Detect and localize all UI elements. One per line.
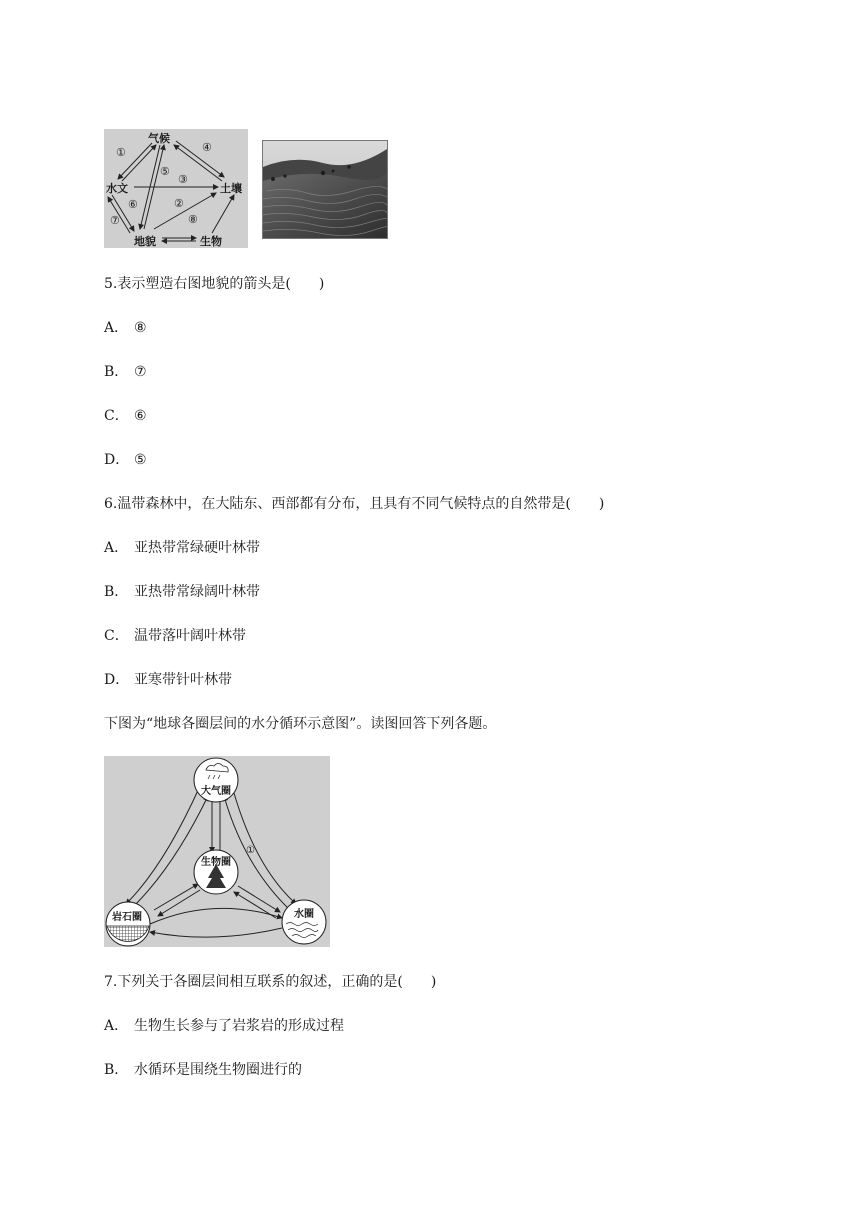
arrow-num-3: ③ xyxy=(178,173,188,186)
arrow-num-1: ① xyxy=(246,845,255,856)
q6-option-a[interactable] xyxy=(104,539,260,557)
option-text: 亚热带常绿阔叶林带 xyxy=(134,584,260,600)
label-biosphere: 生物圈 xyxy=(201,857,231,868)
q7-option-b[interactable] xyxy=(104,1061,302,1079)
question-6-stem: 6.温带森林中，在大陆东、西部都有分布，且具有不同气候特点的自然带是( ) xyxy=(104,496,605,512)
option-text: 温带落叶阔叶林带 xyxy=(134,628,246,644)
arrow-num-1: ① xyxy=(116,146,126,159)
label-biology: 生物 xyxy=(200,235,222,248)
option-text: ⑤ xyxy=(134,452,147,468)
option-letter: A． xyxy=(104,1018,129,1034)
question-5-stem: 5.表示塑造右图地貌的箭头是( ) xyxy=(104,276,325,292)
desert-dune-image xyxy=(263,141,387,238)
arrow-num-8: ⑧ xyxy=(188,213,198,226)
option-letter: A． xyxy=(104,540,129,556)
label-hydrosphere: 水圈 xyxy=(294,909,314,920)
option-letter: A． xyxy=(104,320,129,336)
option-letter: B． xyxy=(104,364,129,380)
figure-intro: 下图为“地球各圈层间的水分循环示意图”。读图回答下列各题。 xyxy=(104,716,497,732)
option-text: ⑦ xyxy=(134,364,147,380)
option-letter: B． xyxy=(104,584,129,600)
desert-dune-photo xyxy=(262,140,388,239)
label-atmosphere: 大气圈 xyxy=(201,786,231,797)
sphere-water-cycle-diagram xyxy=(104,756,330,947)
label-climate: 气候 xyxy=(148,132,170,145)
q5-option-d[interactable] xyxy=(104,451,147,469)
q6-option-b[interactable] xyxy=(104,583,260,601)
arrow-num-4: ④ xyxy=(202,141,212,154)
q5-option-c[interactable] xyxy=(104,407,147,425)
q5-option-b[interactable] xyxy=(104,363,147,381)
question-7-stem: 7.下列关于各圈层间相互联系的叙述，正确的是( ) xyxy=(104,974,437,990)
q6-option-c[interactable] xyxy=(104,627,246,645)
option-letter: B． xyxy=(104,1062,129,1078)
option-text: ⑧ xyxy=(134,320,147,336)
q5-option-a[interactable] xyxy=(104,319,147,337)
option-text: 水循环是围绕生物圈进行的 xyxy=(134,1062,302,1078)
option-text: ⑥ xyxy=(134,408,147,424)
option-letter: C． xyxy=(104,408,129,424)
q7-option-a[interactable] xyxy=(104,1017,344,1035)
arrow-num-2: ② xyxy=(174,197,184,210)
option-letter: D． xyxy=(104,452,130,468)
label-landform: 地貌 xyxy=(134,235,156,248)
arrow-num-7: ⑦ xyxy=(110,214,120,227)
label-lithosphere: 岩石圈 xyxy=(112,912,142,923)
option-letter: D． xyxy=(104,672,130,688)
option-text: 亚热带常绿硬叶林带 xyxy=(134,540,260,556)
label-soil: 土壤 xyxy=(220,182,242,195)
arrow-num-6: ⑥ xyxy=(128,198,138,211)
arrow-num-5: ⑤ xyxy=(160,165,170,178)
option-text: 生物生长参与了岩浆岩的形成过程 xyxy=(134,1018,344,1034)
option-text: 亚寒带针叶林带 xyxy=(134,672,232,688)
elements-relationship-diagram xyxy=(104,129,248,248)
q6-option-d[interactable] xyxy=(104,671,232,689)
label-hydrology: 水文 xyxy=(106,182,128,195)
option-letter: C． xyxy=(104,628,129,644)
